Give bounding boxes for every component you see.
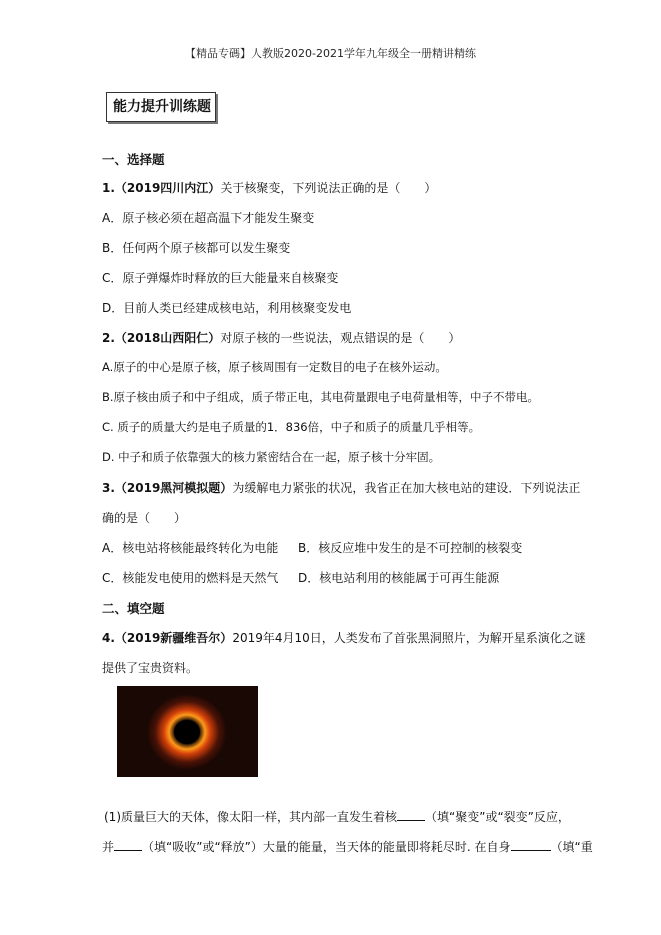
sub-question-1-continued (102, 838, 593, 855)
sub-question-text: （填“重 (550, 840, 593, 854)
option-b: B．任何两个原子核都可以发生聚变 (102, 241, 291, 255)
question-4-continued: 提供了宝贵资料。 (102, 661, 199, 675)
option-d: D. 中子和质子依靠强大的核力紧密结合在一起，原子核十分牢固。 (102, 450, 441, 464)
question-3-continued: 确的是（ ） (102, 511, 187, 525)
option-c: C．核能发电使用的燃料是天然气 (102, 571, 279, 585)
section-heading-fill: 二、填空题 (102, 601, 165, 616)
answer-blank[interactable] (114, 839, 142, 851)
sub-question-text: (1)质量巨大的天体，像太阳一样，其内部一直发生着核 (104, 810, 398, 824)
option-d: D．目前人类已经建成核电站，利用核聚变发电 (102, 301, 352, 315)
sub-question-text: （填“吸收”或“释放”）大量的能量，当天体的能量即将耗尽时. 在自身 (142, 840, 511, 854)
question-text: 关于核聚变，下列说法正确的是（ ） (220, 181, 437, 195)
question-source: 4.（2019新疆维吾尔） (102, 631, 233, 645)
black-hole-photo (117, 686, 258, 777)
page-header: 【精品专碼】人教版2020-2021学年九年级全一册精讲精练 (185, 47, 476, 60)
question-4 (102, 629, 586, 646)
black-hole-image (117, 686, 258, 777)
section-heading-choice: 一、选择题 (102, 152, 165, 167)
sub-question-1 (104, 808, 570, 825)
answer-blank[interactable] (511, 839, 551, 851)
option-c: C．原子弹爆炸时释放的巨大能量来自核聚变 (102, 271, 339, 285)
option-c: C. 质子的质量大约是电子质量的1．836倍，中子和质子的质量几乎相等。 (102, 420, 481, 434)
question-3 (102, 479, 580, 496)
section-title-box: 能力提升训练题 (106, 92, 216, 122)
question-text: 2019年4月10日，人类发布了首张黑洞照片，为解开星系演化之谜 (232, 631, 586, 645)
option-a: A．核电站将核能最终转化为电能 (102, 541, 279, 555)
question-2 (102, 329, 460, 346)
option-b: B．核反应堆中发生的是不可控制的核裂变 (298, 541, 523, 555)
question-text: 为缓解电力紧张的状况，我省正在加大核电站的建设．下列说法正 (232, 481, 581, 495)
option-d: D．核电站利用的核能属于可再生能源 (298, 571, 500, 585)
sub-question-text: （填“聚变”或“裂变”反应， (425, 810, 570, 824)
answer-blank[interactable] (397, 809, 425, 821)
question-text: 对原子核的一些说法，观点错误的是（ ） (220, 331, 461, 345)
option-b: B.原子核由质子和中子组成，质子带正电，其电荷量跟电子电荷量相等，中子不带电。 (102, 390, 540, 404)
question-source: 1.（2019四川内江） (102, 181, 221, 195)
sub-question-text: 并 (102, 840, 115, 854)
question-source: 3.（2019黑河模拟题） (102, 481, 233, 495)
option-a: A．原子核必须在超高温下才能发生聚变 (102, 211, 315, 225)
question-source: 2.（2018山西阳仁） (102, 331, 221, 345)
question-1 (102, 179, 436, 196)
option-a: A.原子的中心是原子核，原子核周围有一定数目的电子在核外运动。 (102, 360, 447, 374)
